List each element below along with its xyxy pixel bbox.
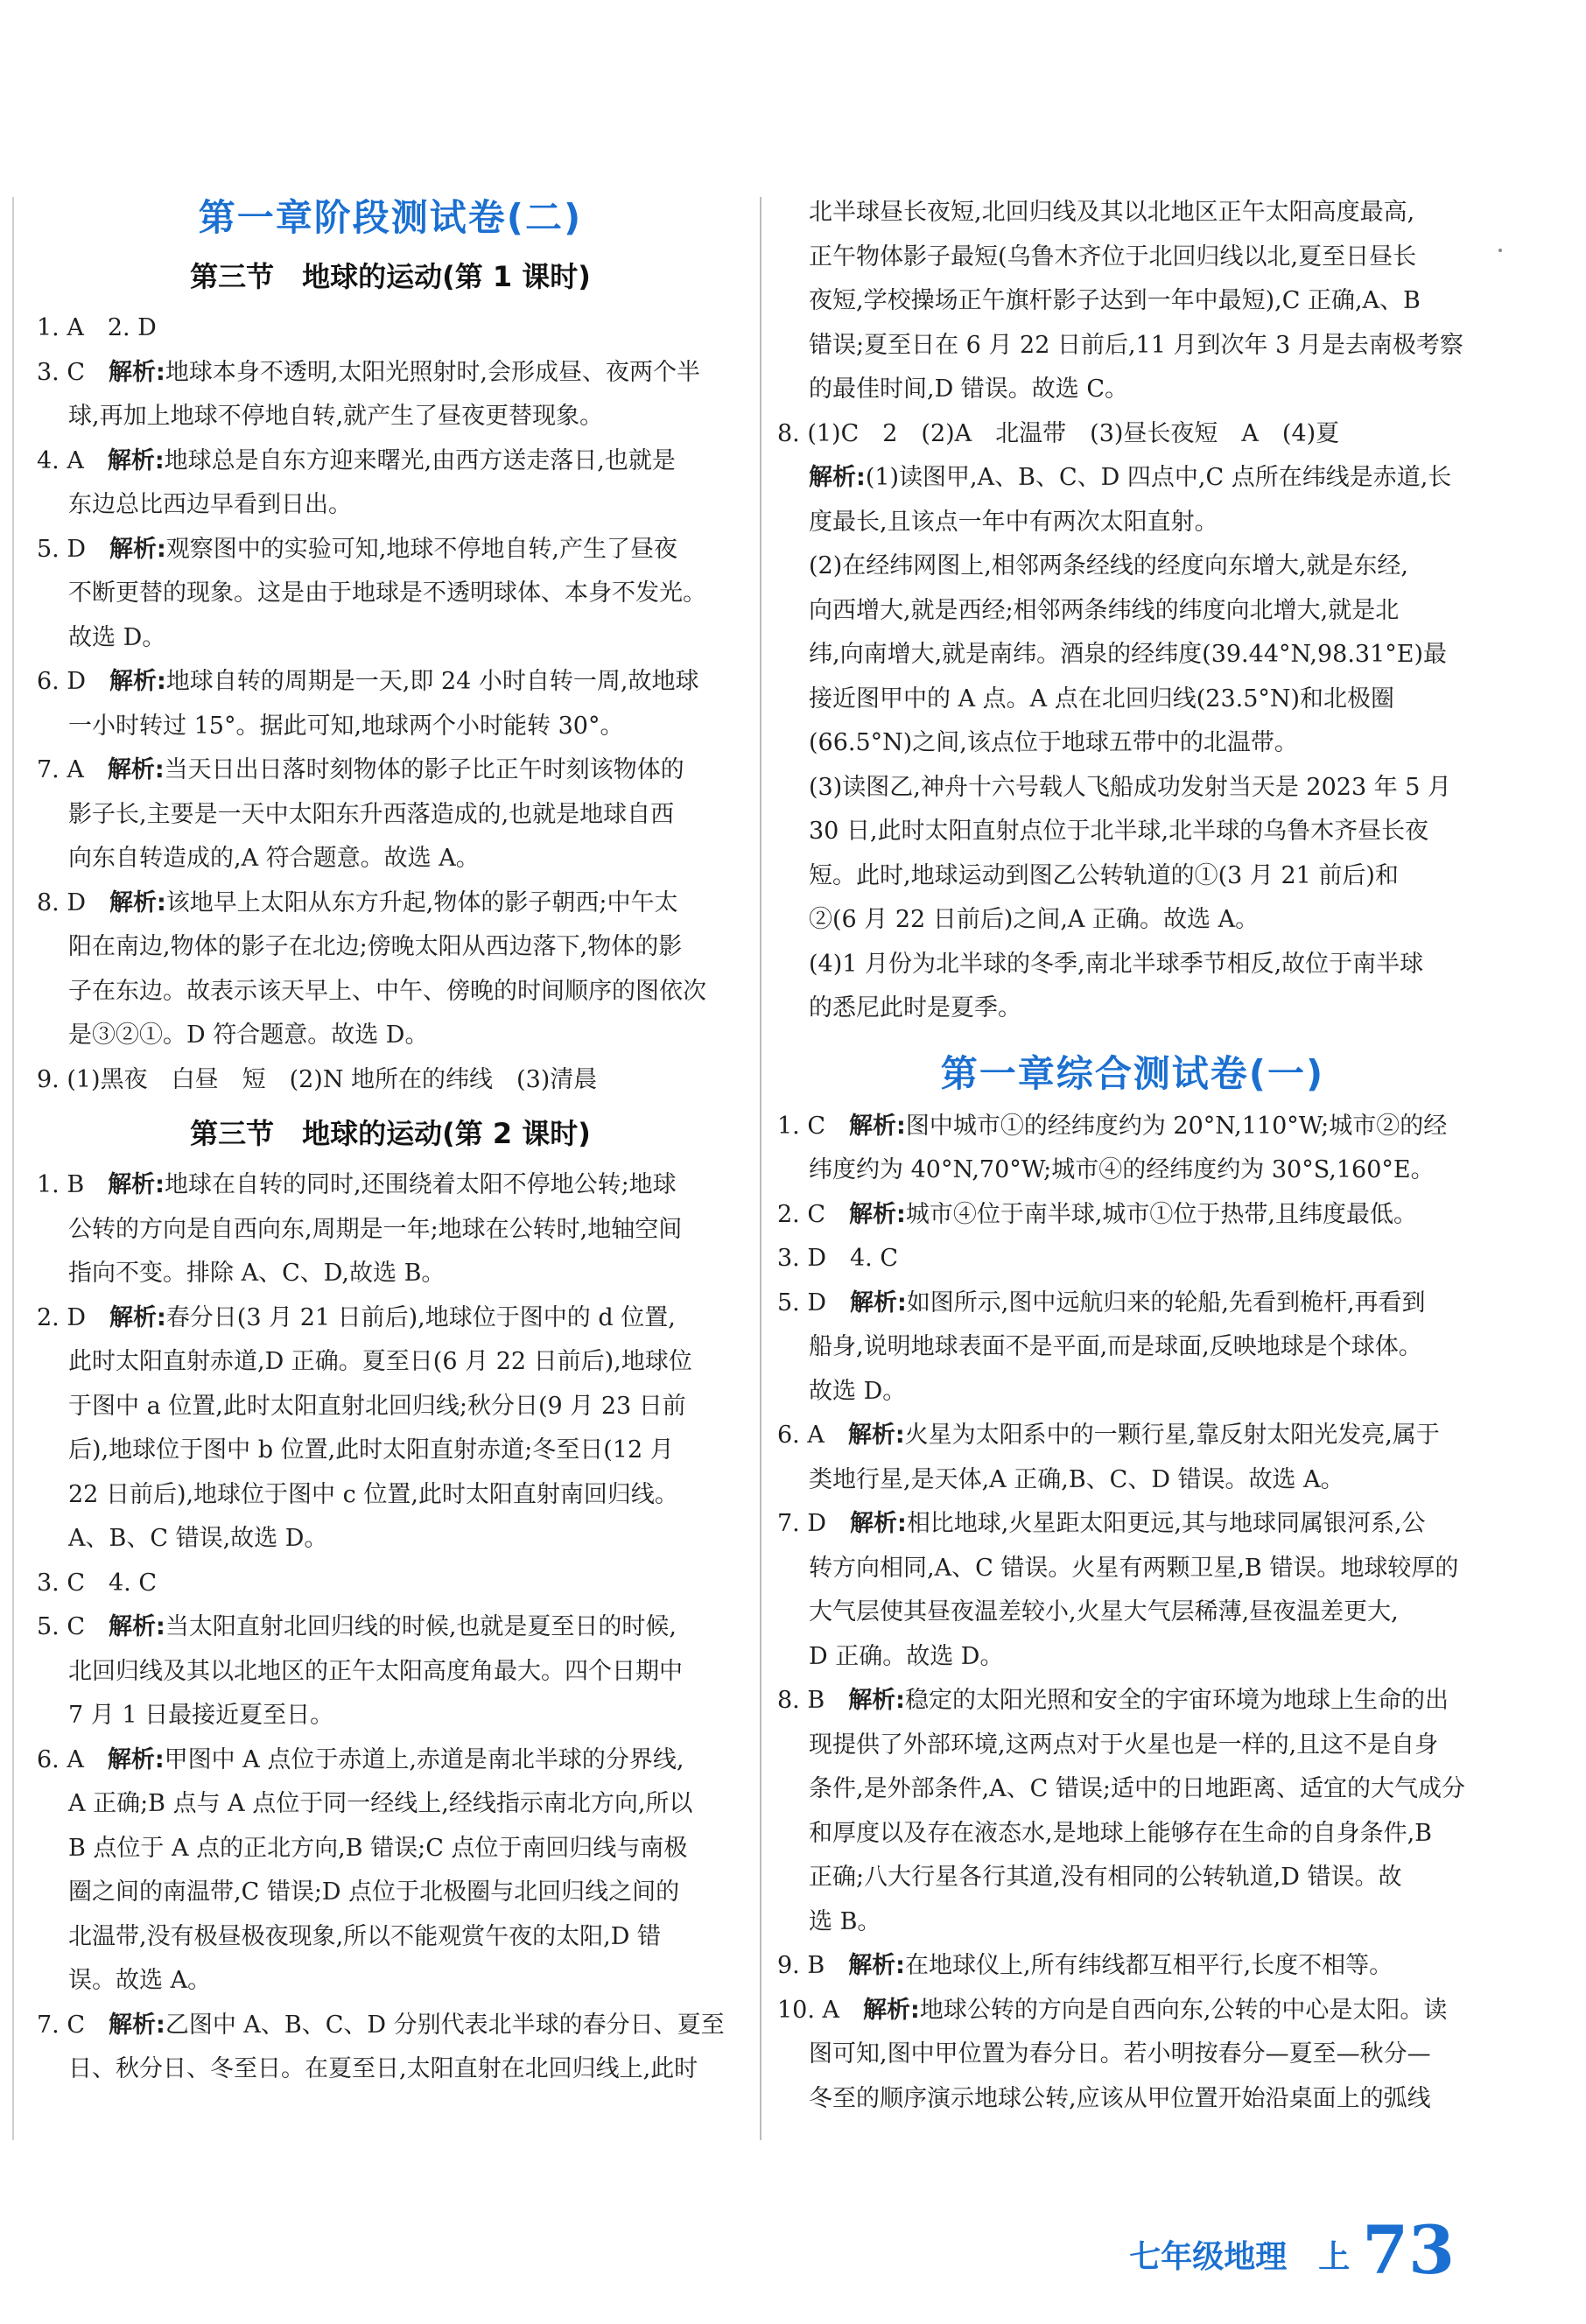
answer-line: 的悉尼此时是夏季。: [809, 994, 1021, 1022]
analysis-label: 解析:: [849, 1200, 906, 1228]
analysis-label: 解析:: [848, 1952, 905, 1979]
answer-line: A、B、C 错误,故选 D。: [68, 1525, 328, 1552]
analysis-label: 解析:: [809, 464, 866, 491]
answer-line: 转方向相同,A、C 错误。火星有两颗卫星,B 错误。地球较厚的: [809, 1554, 1459, 1582]
answer-line: 6. D 解析:地球自转的周期是一天,即 24 小时自转一周,故地球: [37, 668, 699, 695]
answer-line: 北半球昼长夜短,北回归线及其以北地区正午太阳高度最高,: [809, 199, 1415, 226]
answer-line: 错误;夏至日在 6 月 22 日前后,11 月到次年 3 月是去南极考察: [809, 331, 1463, 359]
answer-line: (66.5°N)之间,该点位于地球五带中的北温带。: [809, 729, 1298, 756]
answer-line: 30 日,此时太阳直射点位于北半球,北半球的乌鲁木齐昼长夜: [809, 818, 1429, 845]
answer-line: 误。故选 A。: [68, 1967, 212, 1994]
answer-line: 大气层使其昼夜温差较小,火星大气层稀薄,昼夜温差更大,: [809, 1598, 1399, 1625]
analysis-label: 解析:: [107, 756, 165, 783]
answer-line: 度最长,且该点一年中有两次太阳直射。: [809, 508, 1218, 536]
answer-line: (2)在经纬网图上,相邻两条经线的经度向东增大,就是东经,: [809, 552, 1408, 579]
answer-line: 故选 D。: [809, 1377, 907, 1405]
answer-line: 圈之间的南温带,C 错误;D 点位于北极圈与北回归线之间的: [68, 1878, 680, 1906]
answer-line: 7. C 解析:乙图中 A、B、C、D 分别代表北半球的春分日、夏至: [37, 2011, 725, 2039]
answer-line: (3)读图乙,神舟十六号载人飞船成功发射当天是 2023 年 5 月: [809, 773, 1452, 801]
answer-line: 3. C 4. C: [37, 1569, 158, 1597]
answer-list-lesson-2: [37, 1163, 744, 2092]
answer-line: 9. (1)黑夜 白昼 短 (2)N 地所在的纬线 (3)清晨: [37, 1065, 598, 1093]
answer-line: 向东自转造成的,A 符合题意。故选 A。: [68, 845, 480, 872]
page-number: 73: [1362, 2211, 1455, 2289]
answer-line: 7 月 1 日最接近夏至日。: [68, 1702, 334, 1729]
analysis-label: 解析:: [848, 1687, 905, 1714]
answer-line: 现提供了外部环境,这两点对于火星也是一样的,且这不是自身: [809, 1731, 1439, 1759]
answer-line: 夜短,学校操场正午旗杆影子达到一年中最短),C 正确,A、B: [809, 287, 1421, 314]
answer-line: 2. D 解析:春分日(3 月 21 日前后),地球位于图中的 d 位置,: [37, 1303, 676, 1331]
page-footer: [1129, 2205, 1455, 2289]
answer-line: 是③②①。D 符合题意。故选 D。: [68, 1022, 429, 1049]
answer-line: 的最佳时间,D 错误。故选 C。: [809, 376, 1129, 403]
analysis-label: 解析:: [107, 446, 165, 474]
answer-line: 后),地球位于图中 b 位置,此时太阳直射赤道;冬至日(12 月: [68, 1436, 674, 1464]
answer-line: 1. B 解析:地球在自转的同时,还围绕着太阳不停地公转;地球: [37, 1171, 677, 1198]
answer-list-continued: [777, 191, 1488, 1031]
answer-line: 不断更替的现象。这是由于地球是不透明球体、本身不发光。: [68, 579, 706, 607]
analysis-label: 解析:: [847, 1422, 905, 1449]
answer-line: 10. A 解析:地球公转的方向是自西向东,公转的中心是太阳。读: [777, 1996, 1448, 2024]
answer-list-lesson-1: [37, 306, 744, 1102]
analysis-label: 解析:: [109, 535, 166, 563]
answer-line: 指向不变。排除 A、C、D,故选 B。: [68, 1260, 446, 1287]
answer-line: 向西增大,就是西经;相邻两条纬线的纬度向北增大,就是北: [809, 596, 1400, 624]
answer-line: 8. (1)C 2 (2)A 北温带 (3)昼长夜短 A (4)夏: [777, 419, 1340, 447]
answer-line: 短。此时,地球运动到图乙公转轨道的①(3 月 21 前后)和: [809, 861, 1399, 889]
analysis-label: 解析:: [109, 1613, 165, 1640]
answer-line: 6. A 解析:甲图中 A 点位于赤道上,赤道是南北半球的分界线,: [37, 1745, 684, 1773]
answer-line: 8. D 解析:该地早上太阳从东方升起,物体的影子朝西;中午太: [37, 888, 678, 916]
answer-line: 5. C 解析:当太阳直射北回归线的时候,也就是夏至日的时候,: [37, 1613, 677, 1640]
answer-line: 球,再加上地球不停地自转,就产生了昼夜更替现象。: [68, 403, 604, 430]
section-title-lesson-2: 第三节 地球的运动(第 2 课时): [190, 1117, 591, 1150]
answer-line: 公转的方向是自西向东,周期是一年;地球在公转时,地轴空间: [68, 1215, 683, 1243]
answer-line: 5. D 解析:如图所示,图中远航归来的轮船,先看到桅杆,再看到: [777, 1288, 1426, 1316]
answer-line: 选 B。: [809, 1907, 881, 1935]
answer-line: 正确;八大行星各行其道,没有相同的公转轨道,D 错误。故: [809, 1864, 1402, 1891]
answer-line: 条件,是外部条件,A、C 错误;适中的日地距离、适宜的大气成分: [809, 1775, 1466, 1802]
analysis-label: 解析:: [863, 1996, 920, 2024]
answer-line: A 正确;B 点与 A 点位于同一经线上,经线指示南北方向,所以: [68, 1790, 693, 1817]
right-column: [777, 191, 1488, 2121]
answer-line: 解析:(1)读图甲,A、B、C、D 四点中,C 点所在纬线是赤道,长: [809, 464, 1452, 491]
answer-line: 2. C 解析:城市④位于南半球,城市①位于热带,且纬度最低。: [777, 1200, 1417, 1228]
analysis-label: 解析:: [109, 888, 166, 916]
answer-line: 东边总比西边早看到日出。: [68, 491, 352, 518]
answer-line: 此时太阳直射赤道,D 正确。夏至日(6 月 22 日前后),地球位: [68, 1348, 692, 1375]
answer-line: 图可知,图中甲位置为春分日。若小明按春分—夏至—秋分—: [809, 2040, 1431, 2068]
answer-line: 故选 D。: [68, 623, 166, 651]
analysis-label: 解析:: [109, 668, 166, 695]
answer-line: 22 日前后),地球位于图中 c 位置,此时太阳直射南回归线。: [68, 1480, 678, 1508]
left-column: [37, 191, 744, 2092]
chapter-title-stage-test-2: 第一章阶段测试卷(二): [198, 196, 583, 239]
analysis-label: 解析:: [107, 1745, 165, 1773]
answer-line: ②(6 月 22 日前后)之间,A 正确。故选 A。: [809, 906, 1260, 933]
answer-line: 日、秋分日、冬至日。在夏至日,太阳直射在北回归线上,此时: [68, 2055, 698, 2082]
book-label: 七年级地理 上: [1129, 2239, 1351, 2275]
answer-line: 船身,说明地球表面不是平面,而是球面,反映地球是个球体。: [809, 1333, 1422, 1360]
answer-line: 北回归线及其以北地区的正午太阳高度角最大。四个日期中: [68, 1657, 683, 1685]
answer-line: 7. D 解析:相比地球,火星距太阳更远,其与地球同属银河系,公: [777, 1510, 1426, 1537]
answer-line: 北温带,没有极昼极夜现象,所以不能观赏午夜的太阳,D 错: [68, 1922, 661, 1950]
answer-line: 影子长,主要是一天中太阳东升西落造成的,也就是地球自西: [68, 800, 675, 828]
answer-line: 子在东边。故表示该天早上、中午、傍晚的时间顺序的图依次: [68, 977, 706, 1005]
answer-line: 接近图甲中的 A 点。A 点在北回归线(23.5°N)和北极圈: [809, 685, 1395, 713]
answer-line: 纬,向南增大,就是南纬。酒泉的经纬度(39.44°N,98.31°E)最: [809, 641, 1448, 668]
scan-mark: [1498, 249, 1502, 252]
answer-line: 1. C 解析:图中城市①的经纬度约为 20°N,110°W;城市②的经: [777, 1112, 1448, 1140]
margin-rule: [12, 197, 14, 2140]
section-title-lesson-1: 第三节 地球的运动(第 1 课时): [190, 260, 591, 293]
answer-line: 9. B 解析:在地球仪上,所有纬线都互相平行,长度不相等。: [777, 1952, 1393, 1979]
answer-line: 和厚度以及存在液态水,是地球上能够存在生命的自身条件,B: [809, 1819, 1433, 1847]
column-divider: [760, 197, 761, 2140]
answer-line: 冬至的顺序演示地球公转,应该从甲位置开始沿桌面上的弧线: [809, 2084, 1431, 2112]
answer-line: 3. D 4. C: [777, 1245, 898, 1272]
answer-line: 6. A 解析:火星为太阳系中的一颗行星,靠反射太阳光发亮,属于: [777, 1422, 1440, 1449]
analysis-label: 解析:: [850, 1510, 907, 1537]
analysis-label: 解析:: [109, 2011, 165, 2039]
analysis-label: 解析:: [109, 1303, 166, 1331]
answer-line: 阳在南边,物体的影子在北边;傍晚太阳从西边落下,物体的影: [68, 933, 683, 960]
answer-line: 8. B 解析:稳定的太阳光照和安全的宇宙环境为地球上生命的出: [777, 1687, 1449, 1714]
analysis-label: 解析:: [849, 1112, 906, 1140]
answer-line: 于图中 a 位置,此时太阳直射北回归线;秋分日(9 月 23 日前: [68, 1392, 686, 1420]
chapter-title-comprehensive-test-1: 第一章综合测试卷(一): [940, 1051, 1325, 1095]
answer-line: 类地行星,是天体,A 正确,B、C、D 错误。故选 A。: [809, 1465, 1344, 1493]
answer-line: 纬度约为 40°N,70°W;城市④的经纬度约为 30°S,160°E。: [809, 1156, 1435, 1183]
answer-line: 5. D 解析:观察图中的实验可知,地球不停地自转,产生了昼夜: [37, 535, 677, 563]
answer-line: 3. C 解析:地球本身不透明,太阳光照射时,会形成昼、夜两个半: [37, 358, 700, 386]
answer-line: 正午物体影子最短(乌鲁木齐位于北回归线以北,夏至日昼长: [809, 242, 1417, 270]
answer-line: (4)1 月份为北半球的冬季,南北半球季节相反,故位于南半球: [809, 950, 1424, 978]
analysis-label: 解析:: [108, 1171, 165, 1198]
answer-line: 7. A 解析:当天日出日落时刻物体的影子比正午时刻该物体的: [37, 756, 684, 783]
answer-list-comprehensive: [777, 1105, 1488, 2122]
answer-line: B 点位于 A 点的正北方向,B 错误;C 点位于南回归线与南极: [68, 1834, 688, 1862]
answer-line: 4. A 解析:地球总是自东方迎来曙光,由西方送走落日,也就是: [37, 446, 676, 474]
analysis-label: 解析:: [850, 1288, 907, 1316]
answer-line: 1. A 2. D: [37, 314, 157, 341]
answer-line: D 正确。故选 D。: [809, 1642, 1004, 1670]
answer-line: 一小时转过 15°。据此可知,地球两个小时能转 30°。: [68, 712, 624, 740]
analysis-label: 解析:: [109, 358, 165, 386]
